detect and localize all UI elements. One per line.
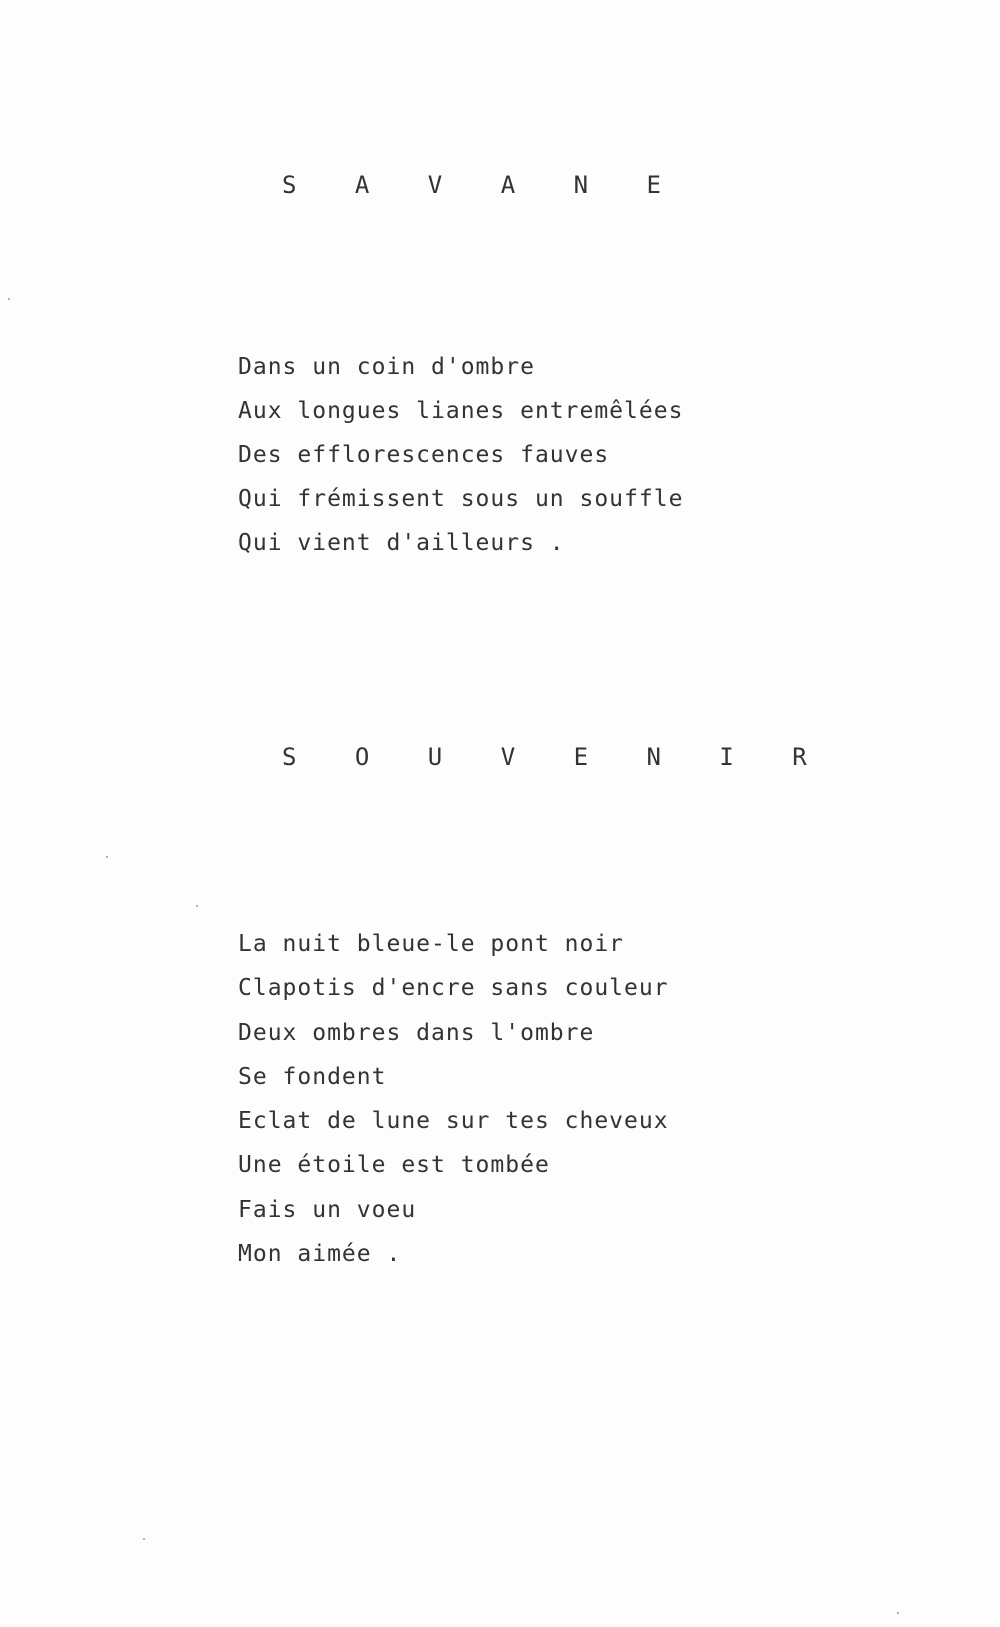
poem-line: Se fondent <box>238 1063 387 1090</box>
paper-speck <box>143 1538 145 1540</box>
poem-title-souvenir: S O U V E N I R <box>282 743 829 771</box>
poem-stanza-souvenir <box>238 922 669 1276</box>
poem-line: Deux ombres dans l'ombre <box>238 1019 595 1046</box>
poem-stanza-savane <box>238 345 683 565</box>
paper-speck <box>8 298 10 300</box>
paper-speck <box>106 856 108 858</box>
paper-speck <box>196 905 198 907</box>
poem-line: Des efflorescences fauves <box>238 442 610 468</box>
poem-line: Qui frémissent sous un souffle <box>238 486 684 512</box>
poem-line: Eclat de lune sur tes cheveux <box>238 1108 669 1135</box>
poem-line: Clapotis d'encre sans couleur <box>238 975 669 1002</box>
poem-line: Aux longues lianes entremêlées <box>238 398 684 424</box>
poem-line: Dans un coin d'ombre <box>238 354 535 380</box>
paper-speck <box>897 1612 899 1614</box>
poem-line: Mon aimée . <box>238 1241 402 1268</box>
poem-line: Fais un voeu <box>238 1196 417 1223</box>
poem-line: La nuit bleue-le pont noir <box>238 931 625 957</box>
poem-line: Qui vient d'ailleurs . <box>238 530 565 556</box>
poem-title-savane: S A V A N E <box>282 171 683 199</box>
poem-line: Une étoile est tombée <box>238 1152 550 1179</box>
